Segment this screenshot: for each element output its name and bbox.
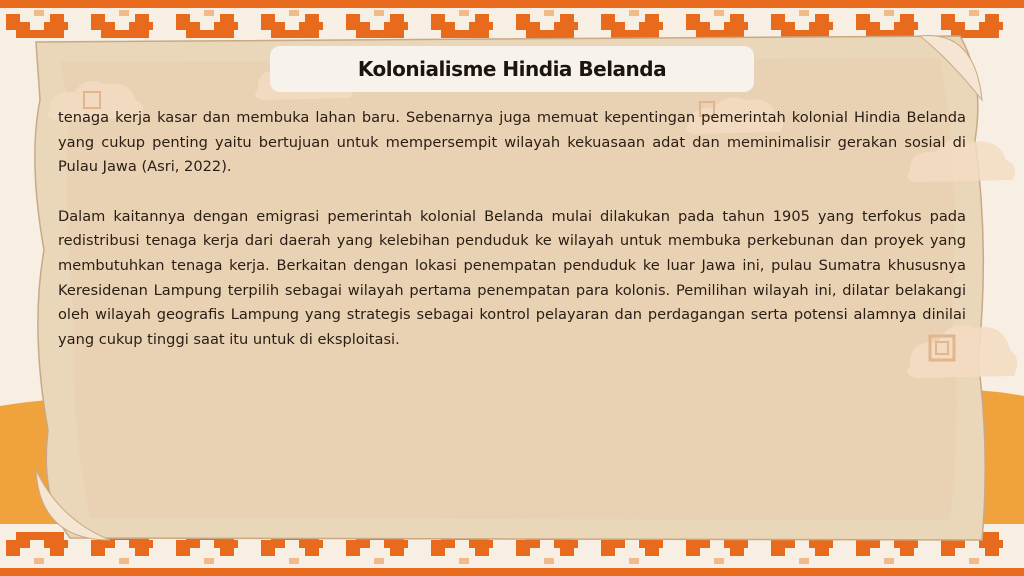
slide-body: [58, 106, 966, 377]
title-banner: [270, 46, 754, 92]
paragraph-1: tenaga kerja kasar dan membuka lahan baru. Sebenarnya juga memuat kepentingan pemerintah kolonial Hindia Belanda yang cukup penting yaitu bertujuan untuk mempersempit wilayah kekuasaan adat dan meminimalisir gerakan sosial di Pulau Jawa (Asri, 2022).: [58, 109, 966, 176]
slide-title: Kolonialisme Hindia Belanda: [357, 57, 667, 81]
paragraph-2: Dalam kaitannya dengan emigrasi pemerintah kolonial Belanda mulai dilakukan pada tahun 1905 yang terfokus pada redistribusi tenaga kerja dari daerah yang kelebihan penduduk ke wilayah untuk membuka perkebunan dan proyek yang membutuhkan tenaga kerja. Berkaitan dengan lokasi penempatan penduduk ke luar Jawa ini, pulau Sumatra khususnya Keresidenan Lampung terpilih sebagai wilayah pertama penempatan para kolonis. Pemilihan wilayah ini, dilatar belakangi oleh wilayah geografis Lampung yang strategis sebagai kontrol pelayaran dan perdagangan serta potensi alamnya dinilai yang cukup tinggi saat itu untuk di eksploitasi.: [58, 207, 966, 348]
